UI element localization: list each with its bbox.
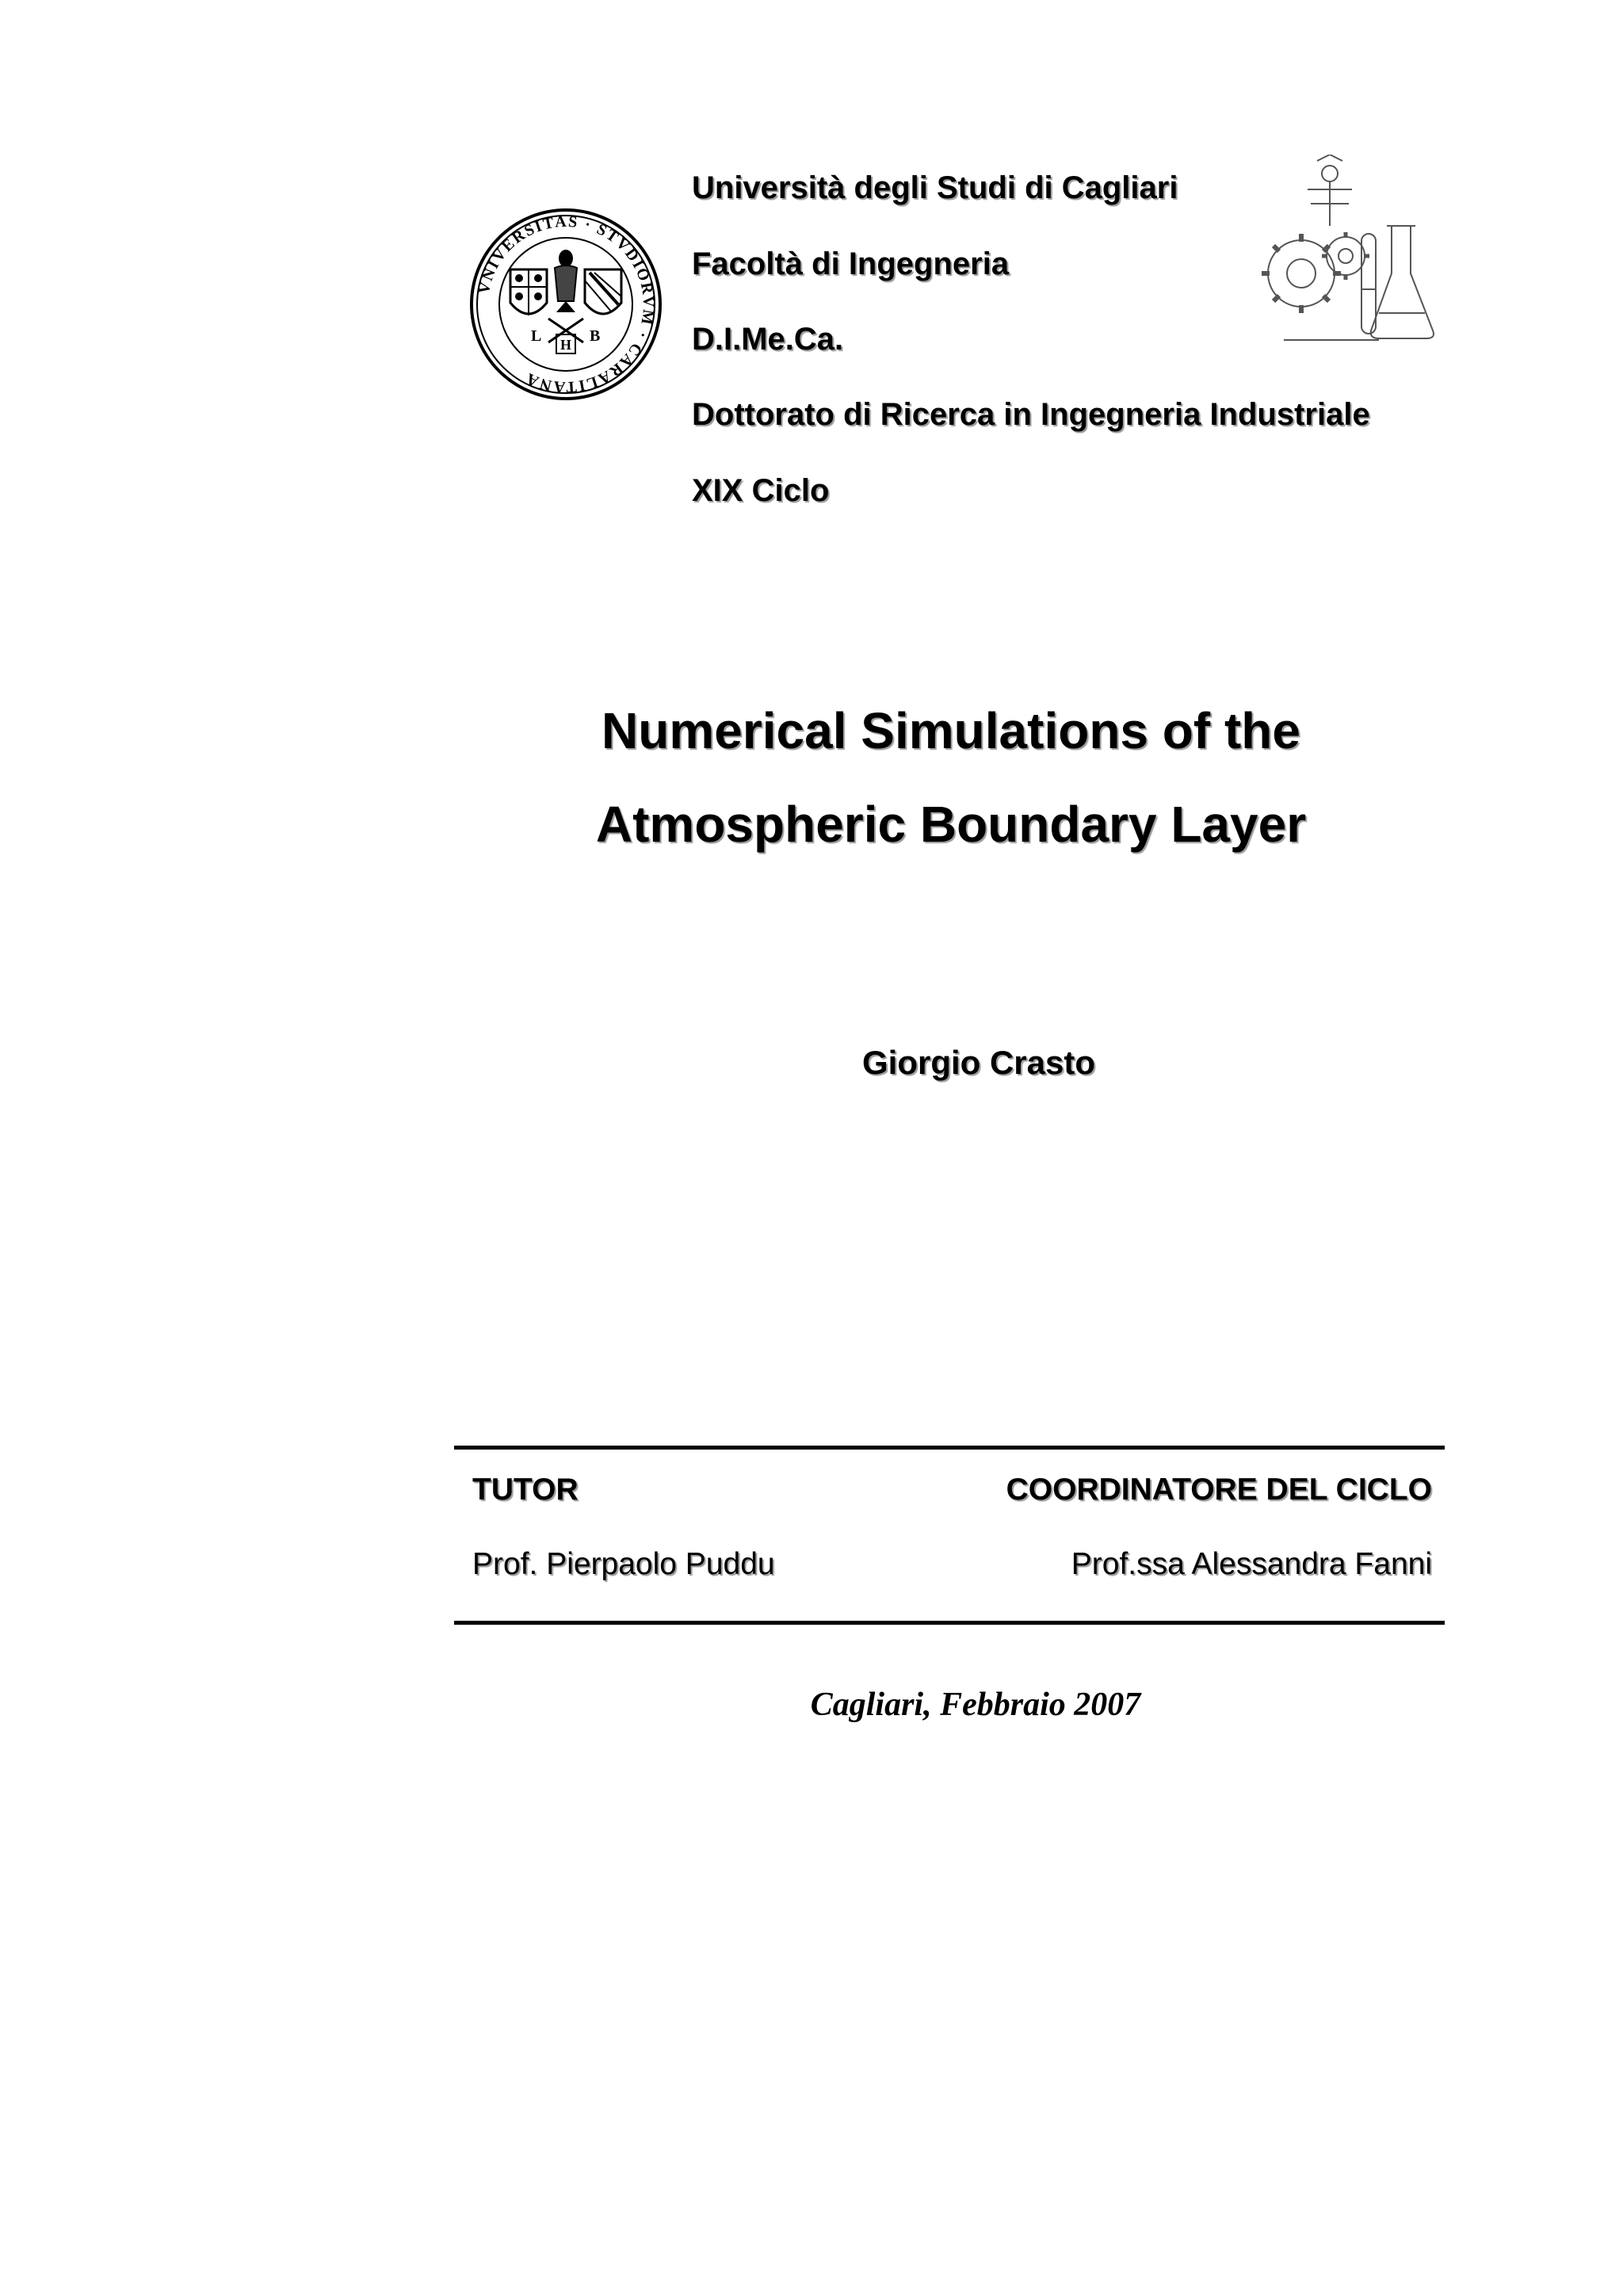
university-seal-logo: [469, 208, 663, 401]
author-name: Giorgio Crasto: [861, 1044, 1096, 1081]
coordinator-name: Prof.ssa Alessandra Fanni: [1071, 1547, 1432, 1581]
bottom-divider: [454, 1621, 1445, 1625]
doctorate-cycle: XIX Ciclo: [692, 473, 830, 508]
faculty-emblem-logo: [1252, 155, 1436, 345]
top-divider: [454, 1446, 1445, 1450]
seal-letter-h: H: [560, 337, 572, 353]
seal-letter-b: B: [590, 327, 601, 345]
thesis-title-line-2: Atmospheric Boundary Layer: [595, 796, 1307, 853]
tutor-name: Prof. Pierpaolo Puddu: [472, 1547, 775, 1581]
department-name: D.I.Me.Ca.: [692, 322, 844, 357]
university-name: Università degli Studi di Cagliari: [692, 170, 1178, 205]
coordinator-label: COORDINATORE DEL CICLO: [1006, 1473, 1432, 1507]
faculty-name: Facoltà di Ingegneria: [692, 246, 1010, 281]
seal-ring-text: VNIVERSITAS · STVDIORVM · CARALITANA: [475, 212, 658, 396]
seal-letter-l: L: [531, 327, 542, 345]
thesis-title-line-1: Numerical Simulations of the: [601, 702, 1300, 759]
place-date: Cagliari, Febbraio 2007: [810, 1687, 1141, 1723]
tutor-label: TUTOR: [472, 1473, 579, 1507]
doctorate-name: Dottorato di Ricerca in Ingegneria Industriale: [692, 397, 1370, 432]
